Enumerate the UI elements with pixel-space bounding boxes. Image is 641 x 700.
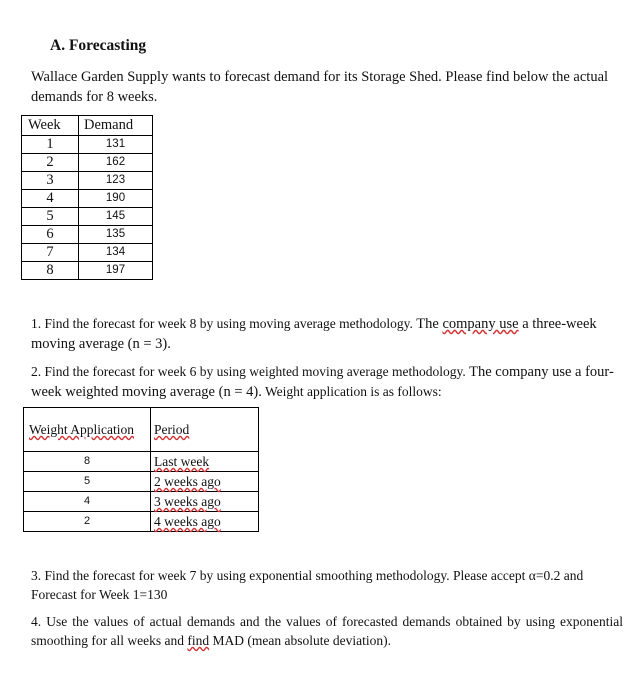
table-row	[22, 208, 153, 226]
question-1-text: 1. Find the forecast for week 8 by using moving average methodology.	[31, 316, 413, 331]
weights-table-header	[24, 408, 259, 452]
demand-cell: 197	[79, 262, 153, 280]
question-2-text: 2. Find the forecast for week 6 by using weighted moving average methodology.	[31, 364, 466, 379]
period-cell: 4 weeks ago	[151, 512, 259, 532]
spelling-flag: company use	[442, 316, 519, 332]
demand-table	[21, 115, 153, 280]
week-cell: 3	[22, 172, 79, 190]
table-row	[22, 136, 153, 154]
week-header: Week	[22, 116, 79, 136]
week-cell: 6	[22, 226, 79, 244]
table-row	[22, 154, 153, 172]
demand-cell: 162	[79, 154, 153, 172]
weight-cell: 4	[24, 492, 151, 512]
table-row	[22, 262, 153, 280]
weight-cell: 8	[24, 452, 151, 472]
demand-cell: 135	[79, 226, 153, 244]
weights-table	[23, 407, 259, 532]
table-row	[24, 452, 259, 472]
week-cell: 8	[22, 262, 79, 280]
week-cell: 5	[22, 208, 79, 226]
demand-cell: 134	[79, 244, 153, 262]
question-4-text-2: MAD (mean absolute deviation).	[209, 633, 391, 648]
spelling-flag: find	[187, 633, 210, 648]
week-cell: 4	[22, 190, 79, 208]
demand-cell: 190	[79, 190, 153, 208]
section-heading: A. Forecasting	[50, 37, 147, 54]
week-cell: 1	[22, 136, 79, 154]
question-4-text: 4. Use the values of actual demands and the values of forecasted demands obtained by using exponential smoothing for all weeks and	[31, 614, 623, 648]
weight-cell: 5	[24, 472, 151, 492]
week-cell: 7	[22, 244, 79, 262]
question-2-text-2: The company use a four-week weighted moving average (n = 4).	[31, 364, 614, 400]
demand-cell: 145	[79, 208, 153, 226]
question-1-text-2: The	[412, 316, 443, 332]
weight-header: Weight Application	[24, 408, 151, 452]
intro-paragraph: Wallace Garden Supply wants to forecast demand for its Storage Shed. Please find below the actual demands for 8 weeks.	[31, 69, 609, 105]
period-cell: 3 weeks ago	[151, 492, 259, 512]
question-4	[31, 612, 623, 650]
demand-table-header	[22, 116, 153, 136]
table-row	[22, 190, 153, 208]
week-cell: 2	[22, 154, 79, 172]
period-cell: Last week	[151, 452, 259, 472]
period-header: Period	[151, 408, 259, 452]
question-2	[31, 362, 623, 402]
table-row	[22, 172, 153, 190]
table-row	[22, 226, 153, 244]
question-2-text-3: Weight application is as follows:	[261, 384, 442, 399]
demand-cell: 123	[79, 172, 153, 190]
demand-header: Demand	[79, 116, 153, 136]
question-1-text-3: a three-week moving average (n = 3).	[31, 316, 597, 352]
weight-cell: 2	[24, 512, 151, 532]
question-1	[31, 314, 623, 354]
table-row	[24, 472, 259, 492]
table-row	[22, 244, 153, 262]
table-row	[24, 492, 259, 512]
demand-cell: 131	[79, 136, 153, 154]
question-3	[31, 566, 623, 604]
period-cell: 2 weeks ago	[151, 472, 259, 492]
table-row	[24, 512, 259, 532]
question-3-line-1: 3. Find the forecast for week 7 by using exponential smoothing methodology. Please accept α=0.2 and	[31, 568, 584, 583]
question-3-line-2: Forecast for Week 1=130	[31, 587, 168, 602]
